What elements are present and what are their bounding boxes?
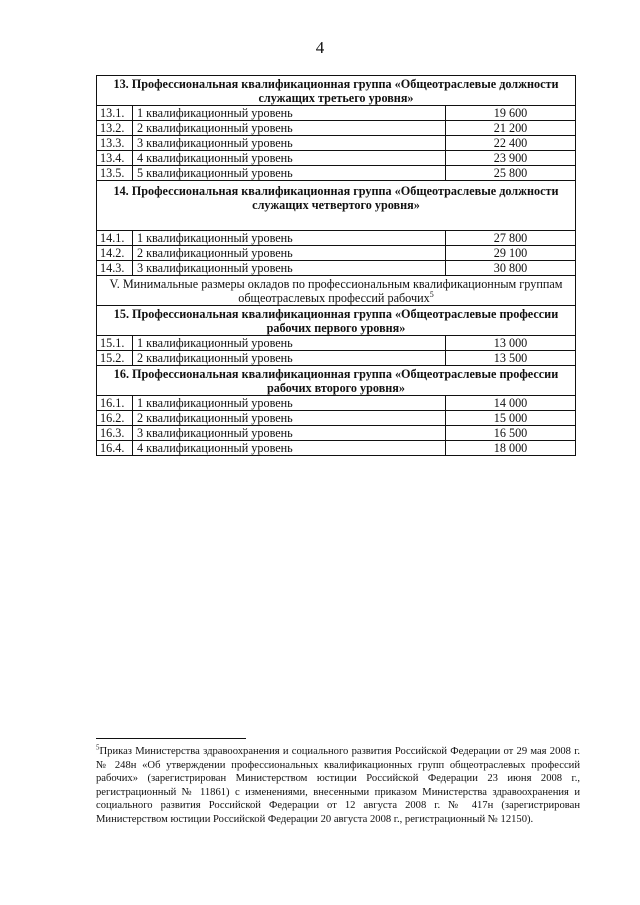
footnote-ref[interactable]: 5 (429, 289, 434, 299)
level-name: 4 квалификационный уровень (133, 441, 446, 456)
level-name: 3 квалификационный уровень (133, 136, 446, 151)
table-row (97, 151, 576, 166)
footnote-divider (96, 738, 246, 739)
level-name: 3 квалификационный уровень (133, 261, 446, 276)
salary-value: 27 800 (446, 231, 576, 246)
salary-value: 13 500 (446, 351, 576, 366)
table-row (97, 396, 576, 411)
level-name: 3 квалификационный уровень (133, 426, 446, 441)
group-header-row (97, 366, 576, 396)
row-number: 16.3. (97, 426, 133, 441)
level-name: 1 квалификационный уровень (133, 231, 446, 246)
salary-value: 18 000 (446, 441, 576, 456)
salary-value: 19 600 (446, 106, 576, 121)
salary-table (96, 75, 576, 456)
section-v-heading (97, 276, 576, 306)
row-number: 14.2. (97, 246, 133, 261)
level-name: 5 квалификационный уровень (133, 166, 446, 181)
table-row (97, 426, 576, 441)
footnote (96, 745, 580, 827)
salary-value: 16 500 (446, 426, 576, 441)
group-14-title: 14. Профессиональная квалификационная группа «Общеотраслевые должности служащих четвертого уровня» (97, 181, 576, 231)
table-row (97, 351, 576, 366)
salary-value: 21 200 (446, 121, 576, 136)
table-row (97, 246, 576, 261)
table-row (97, 231, 576, 246)
row-number: 13.4. (97, 151, 133, 166)
salary-value: 14 000 (446, 396, 576, 411)
level-name: 2 квалификационный уровень (133, 121, 446, 136)
level-name: 1 квалификационный уровень (133, 336, 446, 351)
salary-value: 30 800 (446, 261, 576, 276)
table-row (97, 166, 576, 181)
row-number: 13.3. (97, 136, 133, 151)
row-number: 13.1. (97, 106, 133, 121)
group-header-row (97, 181, 576, 231)
table-row (97, 121, 576, 136)
salary-value: 15 000 (446, 411, 576, 426)
level-name: 4 квалификационный уровень (133, 151, 446, 166)
footnote-text: Приказ Министерства здравоохранения и социального развития Российской Федерации от 29 мая 2008 г. № 248н «Об утверждении профессиональных квалификационных групп общеотраслевых профессий рабочих» (зарегистрирован Министерством юстиции Российской Федерации 23 июня 2008 г., регистрационный № 11861) с изменениями, внесенными приказом Министерства здравоохранения и социального развития Российской Федерации от 12 августа 2008 г. № 417н (зарегистрирован Министерством юстиции Российской Федерации 20 августа 2008 г., регистрационный № 12150). (96, 746, 580, 825)
row-number: 16.2. (97, 411, 133, 426)
section-header-row (97, 276, 576, 306)
salary-value: 22 400 (446, 136, 576, 151)
row-number: 14.3. (97, 261, 133, 276)
row-number: 16.1. (97, 396, 133, 411)
level-name: 1 квалификационный уровень (133, 396, 446, 411)
group-16-title: 16. Профессиональная квалификационная группа «Общеотраслевые профессии рабочих второго уровня» (97, 366, 576, 396)
group-header-row (97, 76, 576, 106)
footnote-mark: 5 (96, 743, 100, 752)
section-v-title: V. Минимальные размеры окладов по профессиональным квалификационным группам общеотраслевых профессий рабочих (109, 276, 563, 305)
row-number: 14.1. (97, 231, 133, 246)
table-row (97, 136, 576, 151)
table-row (97, 411, 576, 426)
row-number: 15.2. (97, 351, 133, 366)
salary-value: 13 000 (446, 336, 576, 351)
row-number: 13.2. (97, 121, 133, 136)
level-name: 2 квалификационный уровень (133, 411, 446, 426)
level-name: 2 квалификационный уровень (133, 246, 446, 261)
table-row (97, 441, 576, 456)
level-name: 2 квалификационный уровень (133, 351, 446, 366)
group-15-title: 15. Профессиональная квалификационная группа «Общеотраслевые профессии рабочих первого уровня» (97, 306, 576, 336)
salary-value: 25 800 (446, 166, 576, 181)
group-13-title: 13. Профессиональная квалификационная группа «Общеотраслевые должности служащих третьего уровня» (97, 76, 576, 106)
page-number: 4 (315, 38, 325, 57)
row-number: 16.4. (97, 441, 133, 456)
group-header-row (97, 306, 576, 336)
table-row (97, 261, 576, 276)
salary-value: 29 100 (446, 246, 576, 261)
row-number: 13.5. (97, 166, 133, 181)
table-row (97, 106, 576, 121)
level-name: 1 квалификационный уровень (133, 106, 446, 121)
salary-value: 23 900 (446, 151, 576, 166)
row-number: 15.1. (97, 336, 133, 351)
table-row (97, 336, 576, 351)
